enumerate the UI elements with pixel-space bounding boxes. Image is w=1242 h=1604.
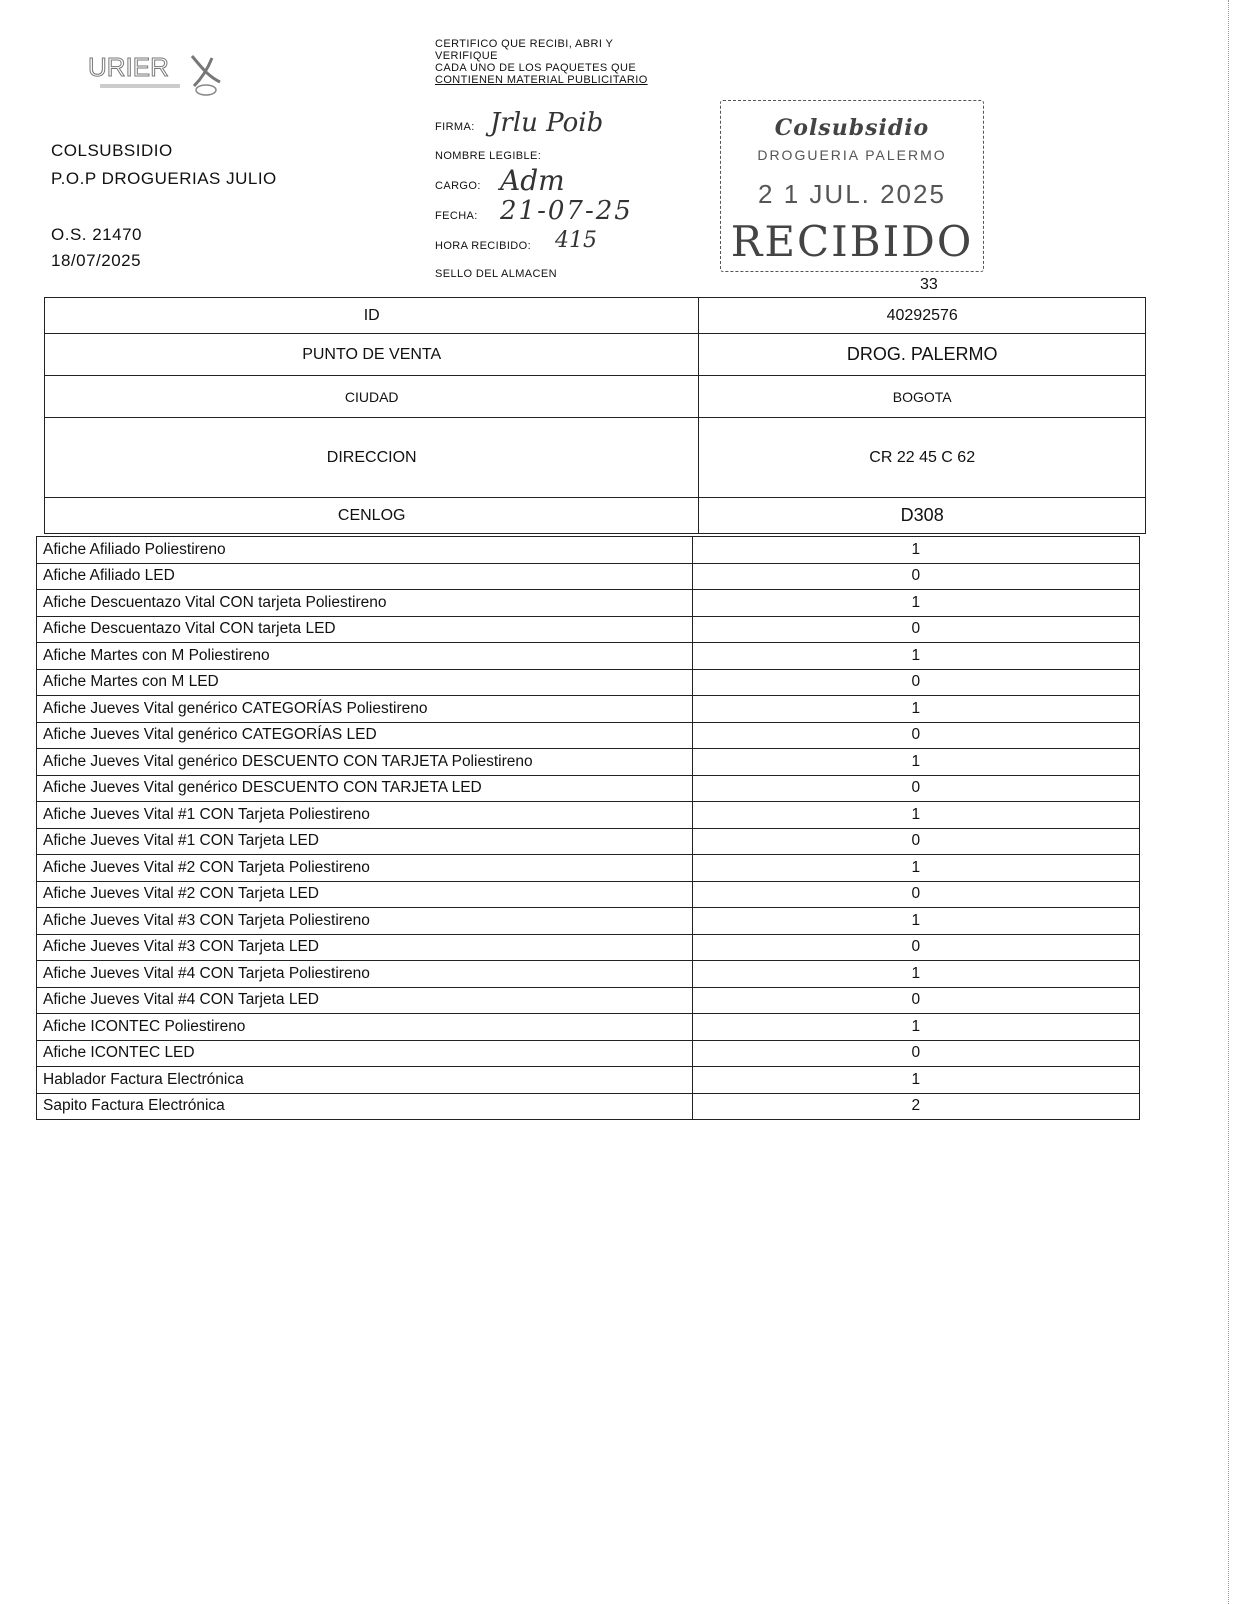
logo-text: URIER (88, 52, 169, 82)
item-name: Afiche Descuentazo Vital CON tarjeta LED (37, 616, 693, 643)
id-label: ID (45, 298, 699, 334)
table-row (45, 298, 1146, 334)
table-row (37, 1067, 1140, 1094)
item-qty: 0 (692, 722, 1139, 749)
item-qty: 1 (692, 749, 1139, 776)
table-row (45, 498, 1146, 534)
table-row (45, 376, 1146, 418)
table-row (37, 881, 1140, 908)
item-name: Afiche Jueves Vital #4 CON Tarjeta Poliestireno (37, 961, 693, 988)
table-row (37, 590, 1140, 617)
item-name: Afiche Jueves Vital #1 CON Tarjeta LED (37, 828, 693, 855)
fecha-value: 21-07-25 (500, 196, 633, 226)
item-qty: 0 (692, 934, 1139, 961)
table-row (37, 722, 1140, 749)
item-name: Afiche Jueves Vital #1 CON Tarjeta Poliestireno (37, 802, 693, 829)
item-qty: 1 (692, 696, 1139, 723)
ciudad-label: CIUDAD (45, 376, 699, 418)
stamp-date: 2 1 JUL. 2025 (758, 179, 946, 209)
service-order: O.S. 21470 (51, 225, 143, 244)
dir-label: DIRECCION (45, 418, 699, 498)
hora-label: HORA RECIBIDO: (435, 240, 532, 252)
table-row (37, 802, 1140, 829)
table-row (37, 775, 1140, 802)
item-qty: 0 (692, 669, 1139, 696)
table-row (37, 908, 1140, 935)
item-name: Afiche Afiliado Poliestireno (37, 537, 693, 564)
received-stamp (720, 100, 984, 272)
table-row (37, 749, 1140, 776)
item-name: Afiche Jueves Vital #3 CON Tarjeta Poliestireno (37, 908, 693, 935)
table-row (37, 643, 1140, 670)
ciudad-value: BOGOTA (699, 376, 1146, 418)
item-name: Sapito Factura Electrónica (37, 1093, 693, 1120)
item-qty: 1 (692, 643, 1139, 670)
item-name: Afiche Jueves Vital genérico DESCUENTO CON TARJETA LED (37, 775, 693, 802)
hora-value: 415 (555, 228, 597, 253)
table-row (37, 616, 1140, 643)
item-qty: 1 (692, 1067, 1139, 1094)
page-number: 33 (920, 276, 938, 293)
table-row (37, 1014, 1140, 1041)
sello-label: SELLO DEL ALMACEN (435, 268, 557, 280)
item-name: Afiche Jueves Vital #3 CON Tarjeta LED (37, 934, 693, 961)
items-table (36, 536, 1140, 1120)
table-row (37, 563, 1140, 590)
stamp-word: RECIBIDO (730, 217, 974, 266)
table-row (37, 987, 1140, 1014)
scan-edge-divider (1228, 0, 1230, 1604)
item-name: Afiche Jueves Vital genérico CATEGORÍAS Poliestireno (37, 696, 693, 723)
firma-label: FIRMA: (435, 121, 475, 133)
item-name: Afiche Jueves Vital genérico DESCUENTO CON TARJETA Poliestireno (37, 749, 693, 776)
item-qty: 0 (692, 828, 1139, 855)
table-row (37, 1040, 1140, 1067)
cenlog-value: D308 (699, 498, 1146, 534)
item-qty: 0 (692, 881, 1139, 908)
logo-graphic (80, 46, 250, 102)
info-table (44, 297, 1146, 534)
table-row (37, 934, 1140, 961)
nombre-label: NOMBRE LEGIBLE: (435, 150, 542, 162)
item-qty: 0 (692, 775, 1139, 802)
certificate-line: CONTIENEN MATERIAL PUBLICITARIO (435, 74, 648, 86)
certificate-line: VERIFIQUE (435, 50, 498, 62)
certificate-line: CADA UNO DE LOS PAQUETES QUE (435, 62, 637, 74)
pv-label: PUNTO DE VENTA (45, 334, 699, 376)
item-qty: 0 (692, 1040, 1139, 1067)
table-row (37, 1093, 1140, 1120)
item-name: Afiche Jueves Vital #2 CON Tarjeta LED (37, 881, 693, 908)
id-value: 40292576 (699, 298, 1146, 334)
fecha-label: FECHA: (435, 210, 478, 222)
item-name: Afiche Afiliado LED (37, 563, 693, 590)
certificate-text (435, 38, 695, 86)
item-name: Afiche Martes con M LED (37, 669, 693, 696)
cargo-label: CARGO: (435, 180, 481, 192)
certificate-line: CERTIFICO QUE RECIBI, ABRI Y (435, 38, 614, 50)
item-name: Afiche Martes con M Poliestireno (37, 643, 693, 670)
item-qty: 1 (692, 855, 1139, 882)
item-qty: 1 (692, 908, 1139, 935)
item-qty: 0 (692, 987, 1139, 1014)
pv-value: DROG. PALERMO (699, 334, 1146, 376)
company-name: COLSUBSIDIO (51, 141, 173, 160)
item-name: Afiche Jueves Vital genérico CATEGORÍAS LED (37, 722, 693, 749)
item-qty: 1 (692, 802, 1139, 829)
table-row (37, 828, 1140, 855)
table-row (37, 537, 1140, 564)
dir-value: CR 22 45 C 62 (699, 418, 1146, 498)
table-row (45, 334, 1146, 376)
stamp-brand: Colsubsidio (774, 115, 930, 141)
item-qty: 1 (692, 961, 1139, 988)
item-name: Afiche Descuentazo Vital CON tarjeta Poliestireno (37, 590, 693, 617)
firma-signature: Jrlu Poib (490, 108, 604, 138)
courier-logo (80, 46, 250, 102)
stamp-store: DROGUERIA PALERMO (757, 147, 947, 163)
item-name: Afiche Jueves Vital #2 CON Tarjeta Poliestireno (37, 855, 693, 882)
item-qty: 1 (692, 1014, 1139, 1041)
table-row (45, 418, 1146, 498)
cenlog-label: CENLOG (45, 498, 699, 534)
pop-title: P.O.P DROGUERIAS JULIO (51, 169, 277, 188)
table-row (37, 855, 1140, 882)
table-row (37, 669, 1140, 696)
table-row (37, 961, 1140, 988)
item-qty: 0 (692, 563, 1139, 590)
item-qty: 1 (692, 537, 1139, 564)
item-qty: 0 (692, 616, 1139, 643)
item-qty: 1 (692, 590, 1139, 617)
cargo-value: Adm (500, 164, 565, 197)
item-name: Afiche ICONTEC Poliestireno (37, 1014, 693, 1041)
item-name: Afiche ICONTEC LED (37, 1040, 693, 1067)
item-qty: 2 (692, 1093, 1139, 1120)
document-date: 18/07/2025 (51, 251, 142, 270)
item-name: Afiche Jueves Vital #4 CON Tarjeta LED (37, 987, 693, 1014)
item-name: Hablador Factura Electrónica (37, 1067, 693, 1094)
table-row (37, 696, 1140, 723)
